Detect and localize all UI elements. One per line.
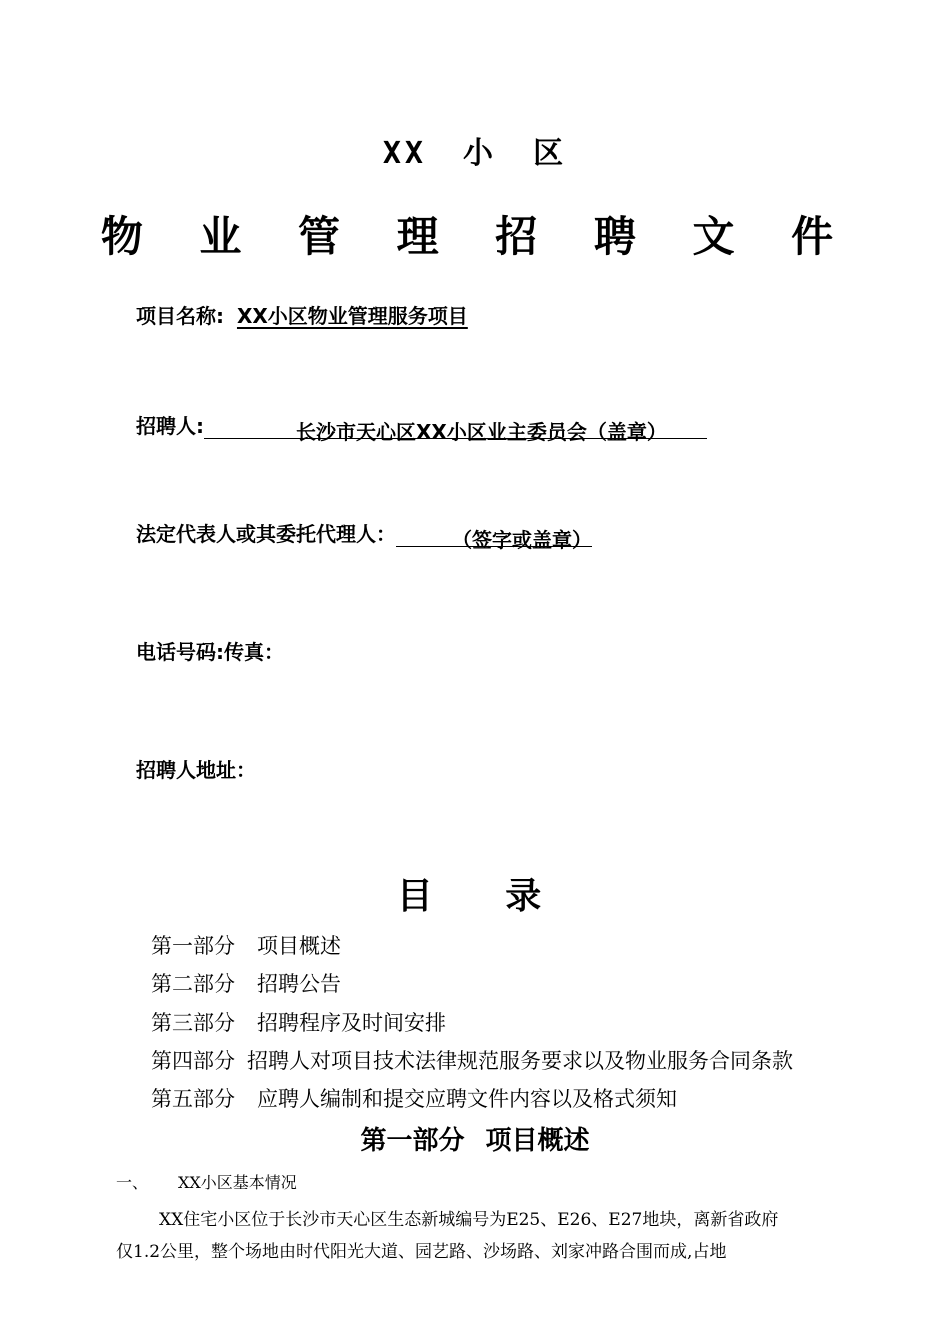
phone-fax-label: 电话号码:传真： <box>136 640 284 664</box>
project-name-field <box>136 300 468 329</box>
subsection-heading <box>116 1170 297 1193</box>
address-field <box>136 754 256 783</box>
toc-item-part: 第一部分 <box>151 934 235 958</box>
toc-item-part: 第二部分 <box>151 972 235 996</box>
legal-rep-blank <box>396 524 452 547</box>
legal-rep-value-wrap <box>452 524 592 552</box>
toc-heading: 目 录 <box>396 876 572 917</box>
phone-fax-field <box>136 636 284 665</box>
recruiter-value-wrap <box>296 416 667 444</box>
legal-representative-field <box>136 518 592 552</box>
toc-item-part: 第五部分 <box>151 1087 235 1111</box>
toc-item-title: 应聘人编制和提交应聘文件内容以及格式须知 <box>257 1087 677 1111</box>
toc-item <box>151 1045 793 1075</box>
toc-item-part: 第三部分 <box>151 1011 235 1035</box>
toc-item <box>151 968 341 998</box>
project-name-value: XX小区物业管理服务项目 <box>236 304 468 328</box>
toc-item-title: 招聘程序及时间安排 <box>257 1011 446 1035</box>
toc-item-part: 第四部分 <box>151 1049 235 1073</box>
document-title-line2: 物 业 管 理 招 聘 文 件 <box>100 212 850 261</box>
document-title-line1: XX 小 区 <box>382 136 568 171</box>
legal-rep-value: （签字或盖章） <box>452 528 592 552</box>
address-label: 招聘人地址： <box>136 758 256 782</box>
paragraph-line: XX住宅小区位于长沙市天心区生态新城编号为E25、E26、E27地块，离新省政府 <box>159 1210 779 1230</box>
toc-item <box>151 930 341 960</box>
recruiter-value: 长沙市天心区XX小区业主委员会（盖章） <box>296 420 667 444</box>
section-heading: 第一部分 项目概述 <box>360 1126 590 1156</box>
recruiter-blank-leading <box>204 416 296 439</box>
project-name-label: 项目名称: <box>136 304 224 328</box>
subsection-number: 一、 <box>116 1173 149 1192</box>
toc-item-title: 招聘公告 <box>257 972 341 996</box>
toc-item-title: 项目概述 <box>257 934 341 958</box>
toc-item <box>151 1083 677 1113</box>
recruiter-label: 招聘人: <box>136 414 204 438</box>
toc-item <box>151 1007 446 1037</box>
subsection-title: XX小区基本情况 <box>178 1173 297 1192</box>
recruiter-blank-trailing <box>667 416 707 439</box>
paragraph-line: 仅1.2公里，整个场地由时代阳光大道、园艺路、沙场路、刘家冲路合围而成,占地 <box>116 1242 727 1262</box>
recruiter-field <box>136 410 707 444</box>
toc-item-title: 招聘人对项目技术法律规范服务要求以及物业服务合同条款 <box>247 1049 793 1073</box>
legal-rep-label: 法定代表人或其委托代理人： <box>136 522 396 546</box>
